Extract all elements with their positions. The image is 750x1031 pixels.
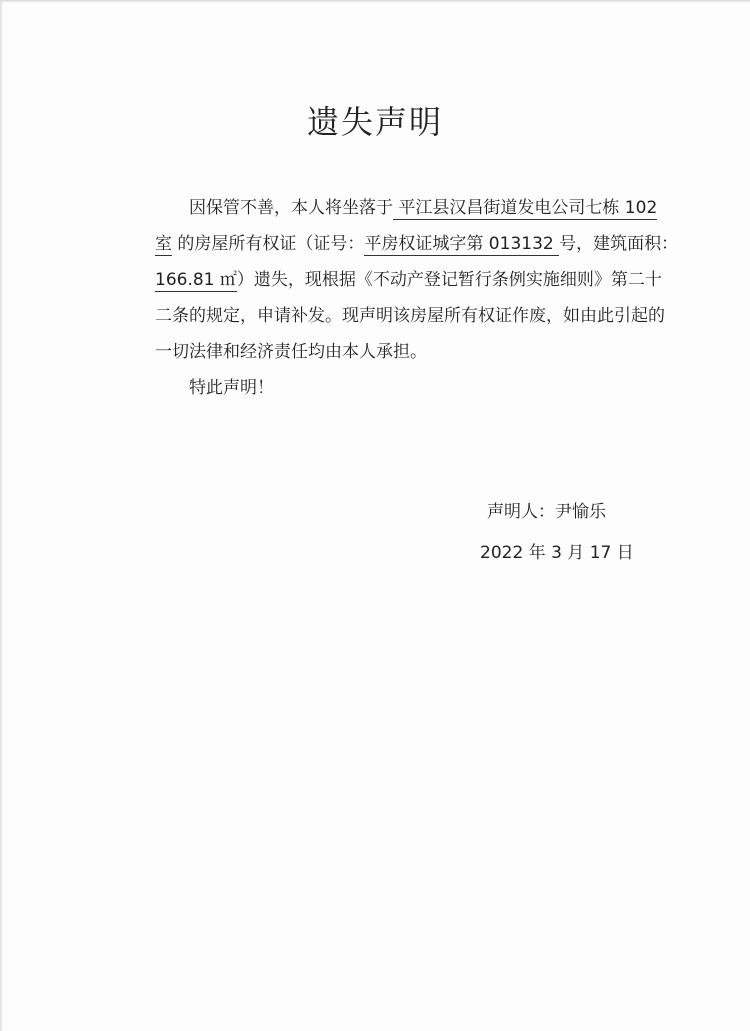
line3-suffix: ）遗失，现根据《不动产登记暂行条例实施细则》第二十 [236,270,662,290]
statement-body [155,190,680,406]
certificate-number: 平房权证城字第 013132 [364,234,560,254]
line2-mid: 的房屋所有权证（证号： [172,234,365,254]
body-line-3 [155,262,680,298]
body-line-1 [155,190,680,226]
document-title: 遗失声明 [306,103,443,141]
scan-edge-top [0,0,750,3]
building-area: 166.81 ㎡ [155,270,237,290]
body-line-2 [155,226,680,262]
declarant-signature: 声明人：尹愉乐 [487,502,606,522]
body-line-4: 二条的规定，申请补发。现声明该房屋所有权证作废，如由此引起的 [155,306,665,326]
property-address-cont: 室 [155,234,172,254]
body-line-5: 一切法律和经济责任均由本人承担。 [155,342,427,362]
closing-line [155,370,680,406]
line2-suffix: 号，建筑面积： [559,234,679,254]
closing-text: 特此声明！ [189,378,274,398]
scan-edge-left [0,0,3,1031]
declaration-date: 2022 年 3 月 17 日 [480,543,634,563]
property-address: 平江县汉昌街道发电公司七栋 102 [393,198,658,218]
line1-prefix: 因保管不善，本人将坐落于 [189,198,393,218]
